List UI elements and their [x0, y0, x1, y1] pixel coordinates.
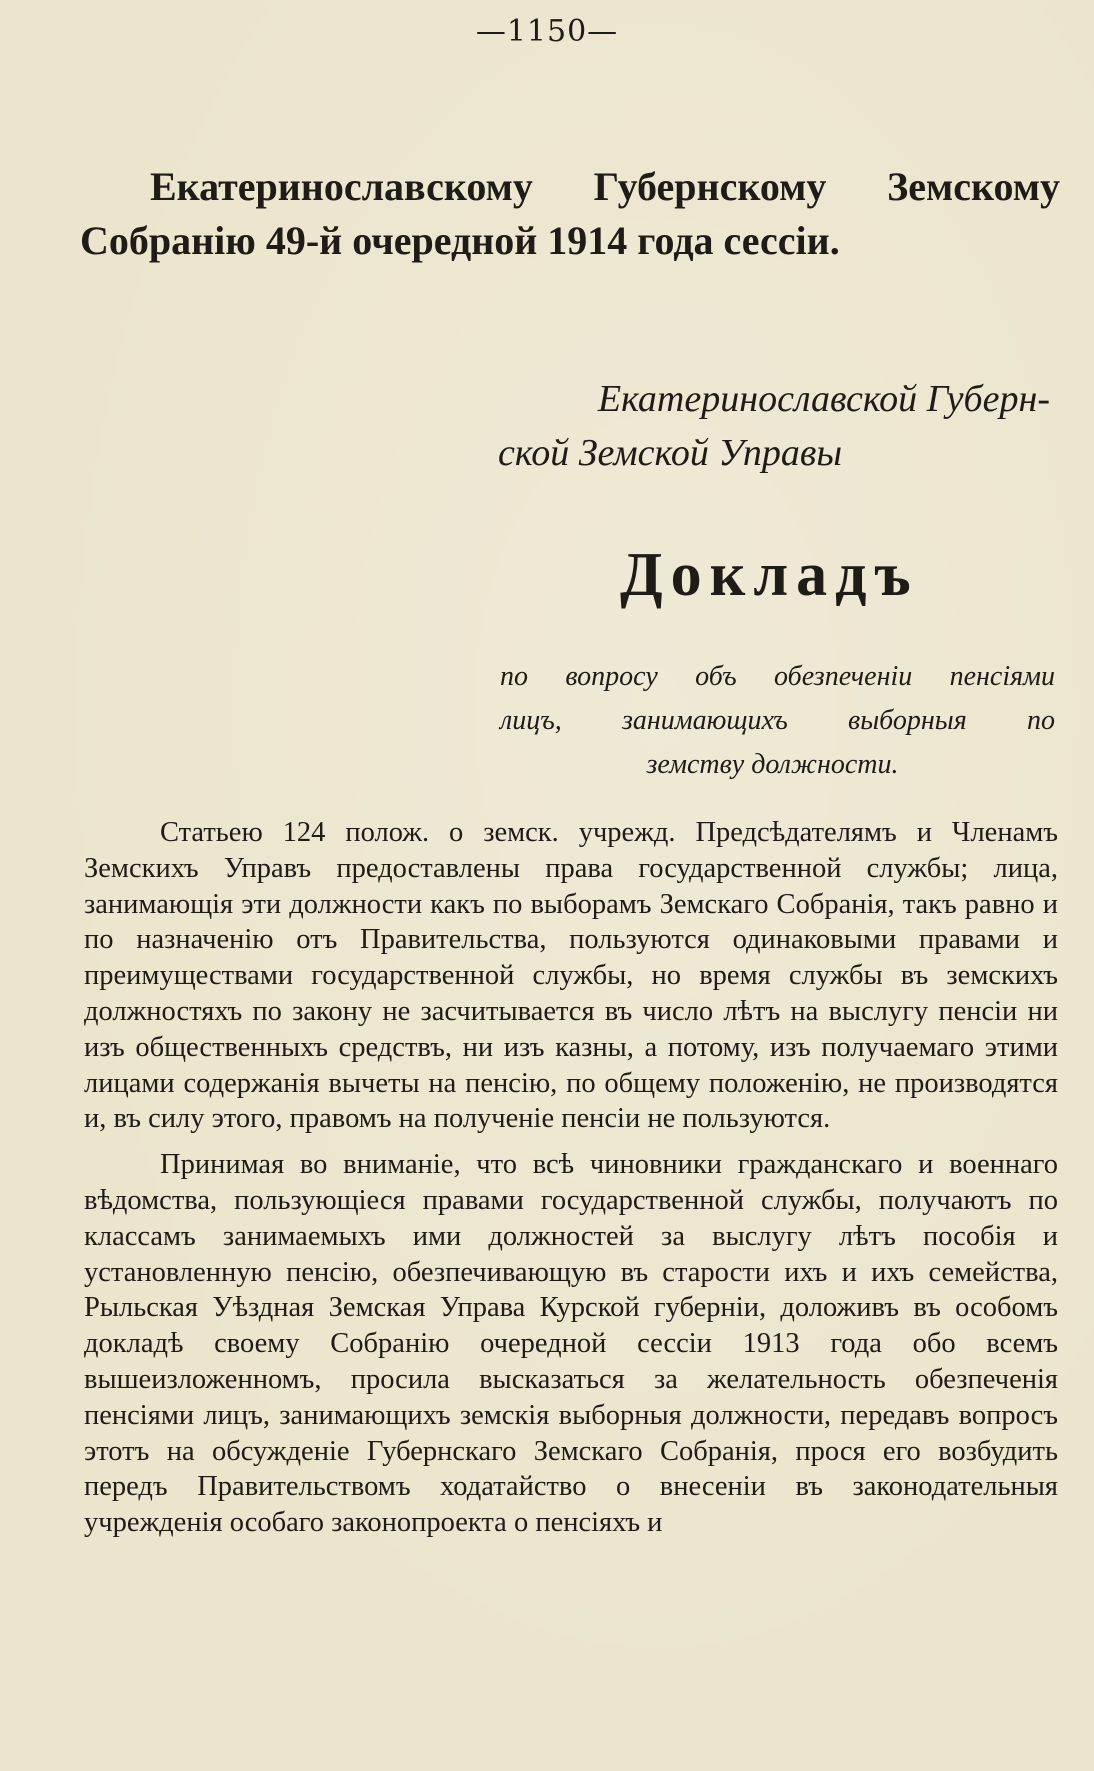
document-title: [80, 160, 1060, 268]
issuer: [490, 372, 1050, 480]
body-text: [84, 815, 1058, 1541]
issuer-line-2: ской Земской Управы: [498, 432, 843, 474]
issuer-line-1: Екатеринославской Губерн-: [597, 378, 1050, 420]
subject-line-2: лицъ, занимающихъ выборныя по: [500, 705, 1055, 736]
subject-line-1: по вопросу объ обезпеченіи пенсіями: [500, 661, 1055, 692]
paragraph-1: Статьею 124 полож. о земск. учрежд. Предсѣдателямъ и Членамъ Земскихъ Управъ предоставлены права государственной службы; лица, занимающія эти должности какъ по выборамъ Земскаго Собранія, такъ равно и по назначенію отъ Правительства, пользуются одинаковыми правами и преимуществами государственной службы, но время службы въ земскихъ должностяхъ по закону не засчитывается въ число лѣтъ на выслугу пенсіи ни изъ общественныхъ средствъ, ни изъ казны, а потому, изъ получаемаго этими лицами содержанія вычеты на пенсію, по общему положенію, не производятся и, въ силу этого, правомъ на полученіе пенсіи не пользуются.: [84, 817, 1058, 1135]
report-heading: Докладъ: [620, 541, 919, 609]
subject-line-3: земству должности.: [646, 749, 899, 780]
page-number: —1150—: [475, 14, 619, 49]
report-subject: [500, 655, 1055, 787]
title-line-1: Екатеринославскому Губернскому Земскому: [150, 164, 1060, 209]
title-line-2: Собранію 49-й очередной 1914 года сессіи.: [80, 218, 840, 263]
paragraph-2: Принимая во вниманіе, что всѣ чиновники гражданскаго и военнаго вѣдомства, пользующіеся правами государственной службы, получаютъ по классамъ занимаемыхъ ими должностей за выслугу лѣтъ пособія и установленную пенсію, обезпечивающую въ старости ихъ и ихъ семейства, Рыльская Уѣздная Земская Управа Курской губерніи, доложивъ въ особомъ докладѣ своему Собранію очередной сессіи 1913 года обо всемъ вышеизложенномъ, просила высказаться за желательность обезпеченія пенсіями лицъ, занимающихъ земскія выборныя должности, передавъ вопросъ этотъ на обсужденіе Губернскаго Земскаго Собранія, прося его возбудить передъ Правительствомъ ходатайство о внесеніи въ законодательныя учрежденія особаго законопроекта о пенсіяхъ и: [84, 1149, 1058, 1539]
